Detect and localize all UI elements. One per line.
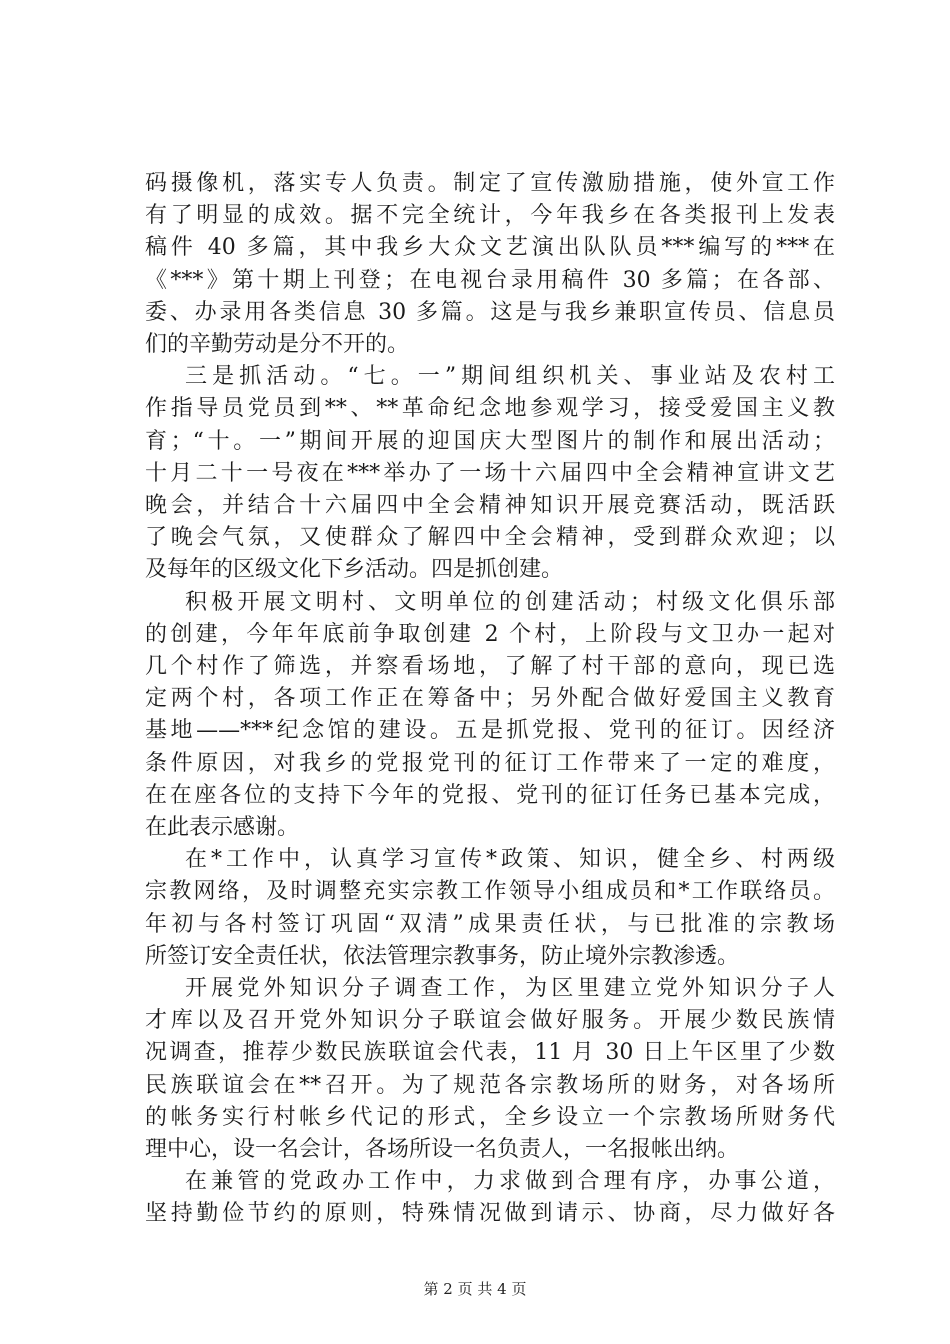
text-line: 基地——***纪念馆的建设。五是抓党报、党刊的征订。因经济 (145, 718, 835, 743)
paragraph-start-line: 在*工作中，认真学习宣传*政策、知识，健全乡、村两级 (185, 847, 835, 872)
text-line: 年初与各村签订巩固“双清”成果责任状，与已批准的宗教场 (145, 912, 835, 937)
page-footer: 第 2 页 共 4 页 (423, 1280, 527, 1298)
text-line: 及每年的区级文化下乡活动。四是抓创建。 (145, 557, 564, 582)
text-line: 育；“十。一”期间开展的迎国庆大型图片的制作和展出活动； (145, 429, 835, 454)
text-line: 稿件 40 多篇，其中我乡大众文艺演出队队员***编写的***在 (145, 235, 835, 260)
text-line: 定两个村，各项工作正在筹备中；另外配合做好爱国主义教育 (145, 686, 835, 711)
text-line: 条件原因，对我乡的党报党刊的征订工作带来了一定的难度， (145, 751, 835, 776)
text-line: 了晚会气氛，又使群众了解四中全会精神，受到群众欢迎；以 (145, 525, 835, 550)
text-line: 宗教网络，及时调整充实宗教工作领导小组成员和*工作联络员。 (145, 879, 835, 904)
text-line: 十月二十一号夜在***举办了一场十六届四中全会精神宣讲文艺 (145, 461, 835, 486)
text-line: 的帐务实行村帐乡代记的形式，全乡设立一个宗教场所财务代 (145, 1105, 835, 1130)
text-line: 所签订安全责任状，依法管理宗教事务，防止境外宗教渗透。 (145, 944, 740, 969)
text-line: 晚会，并结合十六届四中全会精神知识开展竞赛活动，既活跃 (145, 493, 835, 518)
text-line: 坚持勤俭节约的原则，特殊情况做到请示、协商，尽力做好各 (145, 1201, 835, 1226)
text-line: 《***》第十期上刊登；在电视台录用稿件 30 多篇；在各部、 (145, 268, 835, 293)
paragraph-start-line: 三是抓活动。“七。一”期间组织机关、事业站及农村工 (185, 364, 835, 389)
text-line: 才库以及召开党外知识分子联谊会做好服务。开展少数民族情 (145, 1008, 835, 1033)
text-line: 作指导员党员到**、**革命纪念地参观学习，接受爱国主义教 (145, 396, 835, 421)
text-line: 码摄像机，落实专人负责。制定了宣传激励措施，使外宣工作 (145, 171, 835, 196)
text-line: 的创建，今年年底前争取创建 2 个村，上阶段与文卫办一起对 (145, 622, 835, 647)
text-line: 况调查，推荐少数民族联谊会代表，11 月 30 日上午区里了少数 (145, 1040, 835, 1065)
paragraph-start-line: 在兼管的党政办工作中，力求做到合理有序，办事公道， (185, 1169, 835, 1194)
text-line: 民族联谊会在**召开。为了规范各宗教场所的财务，对各场所 (145, 1073, 835, 1098)
text-line: 们的辛勤劳动是分不开的。 (145, 332, 410, 357)
text-line: 理中心，设一名会计，各场所设一名负责人，一名报帐出纳。 (145, 1137, 740, 1162)
paragraph-start-line: 积极开展文明村、文明单位的创建活动；村级文化俱乐部 (185, 590, 835, 615)
text-line: 几个村作了筛选，并察看场地，了解了村干部的意向，现已选 (145, 654, 835, 679)
text-line: 在此表示感谢。 (145, 815, 300, 840)
text-line: 有了明显的成效。据不完全统计，今年我乡在各类报刊上发表 (145, 203, 835, 228)
text-line: 在在座各位的支持下今年的党报、党刊的征订任务已基本完成， (145, 783, 835, 808)
text-line: 委、办录用各类信息 30 多篇。这是与我乡兼职宣传员、信息员 (145, 300, 835, 325)
paragraph-start-line: 开展党外知识分子调查工作，为区里建立党外知识分子人 (185, 976, 835, 1001)
